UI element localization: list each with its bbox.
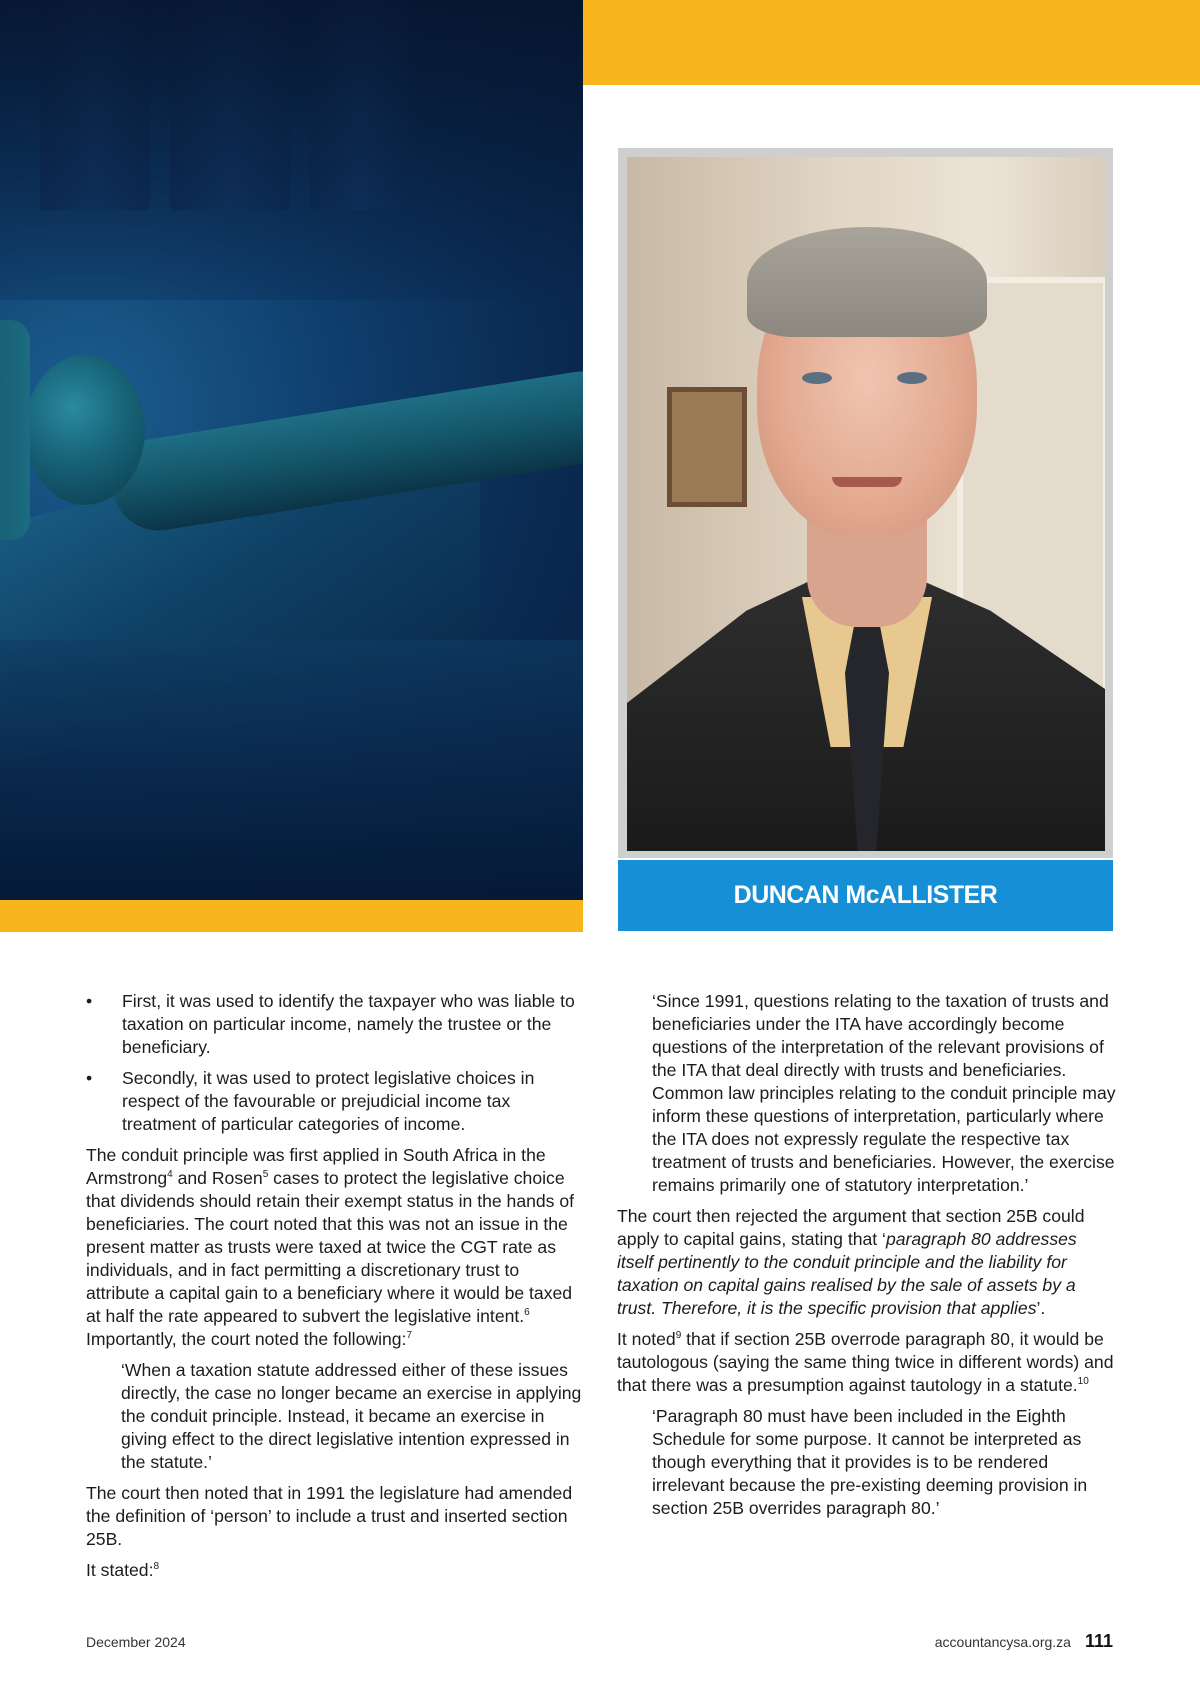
image-accent-bar — [0, 900, 583, 932]
block-quote: ‘Since 1991, questions relating to the taxation of trusts and beneficiaries under the ITA have accordingly become questions of the interpretation of the relevant provisions of the ITA that deal directly with trusts and beneficiaries. Common law principles relating to the conduit principle may inform these questions of interpretation, particularly where the ITA does not expressly regulate the respective tax treatment of trusts and beneficiaries. However, the exercise remains primarily one of statutory interpretation.’ — [652, 991, 1116, 1195]
body-paragraph: It noted$^9$ that if section 25B overrode paragraph 80, it would be tautologous (saying the same thing twice in different words) and that there was a presumption against tautology in a statute.$^{10}$ — [617, 1329, 1114, 1395]
bullet-list — [86, 990, 586, 1136]
footer-website[interactable]: accountancysa.org.za — [934, 1634, 1071, 1650]
body-paragraph: The conduit principle was first applied in South Africa in the Armstrong$^4$ and Rosen$^5$ cases to protect the legislative choice that dividends should retain their exempt status in the hands of beneficiaries. The court noted that this was not an issue in the present matter as trusts were taxed at twice the CGT rate as individuals, and in fact permitting a discretionary trust to attribute a capital gain to a beneficiary where it would be taxed at half the rate appeared to subvert the legislative intent.$^6$ Importantly, the court noted the following:$^7$ — [86, 1145, 575, 1349]
author-name: DUNCAN McALLISTER — [733, 881, 998, 909]
top-accent-bar — [583, 0, 1200, 85]
list-item: • First, it was used to identify the taxpayer who was liable to taxation on particular income, namely the trustee or the beneficiary. — [86, 991, 575, 1057]
body-paragraph: It stated:$^8$ — [86, 1560, 160, 1580]
block-quote: ‘When a taxation statute addressed either of these issues directly, the case no longer became an exercise in applying the conduit principle. Instead, it became an exercise in giving effect to the direct legislative intention expressed in the statute.’ — [121, 1360, 582, 1472]
body-paragraph: The court then noted that in 1991 the legislature had amended the definition of ‘person’ to include a trust and inserted section 25B. — [86, 1483, 573, 1549]
page-number: 111 — [1084, 1631, 1113, 1651]
block-quote: ‘Paragraph 80 must have been included in the Eighth Schedule for some purpose. It cannot be interpreted as though everything that it provides is to be rendered irrelevant because the pre-existing deeming provision in section 25B overrides paragraph 80.’ — [652, 1406, 1088, 1518]
list-item: • Secondly, it was used to protect legislative choices in respect of the favourable or prejudicial income tax treatment of particular categories of income. — [86, 1068, 535, 1134]
footer-date: December 2024 — [86, 1634, 186, 1650]
author-name-banner — [618, 860, 1113, 931]
gavel-photo — [0, 0, 583, 900]
footer-right — [935, 1631, 1113, 1652]
body-paragraph: The court then rejected the argument that section 25B could apply to capital gains, stating that ‘paragraph 80 addresses itself pertinently to the conduit principle and the liability for taxation on capital gains realised by the sale of assets by a trust. Therefore, it is the specific provision that applies’. — [617, 1206, 1085, 1318]
right-column — [617, 990, 1117, 1528]
author-portrait — [627, 157, 1105, 851]
left-column — [86, 990, 586, 1590]
